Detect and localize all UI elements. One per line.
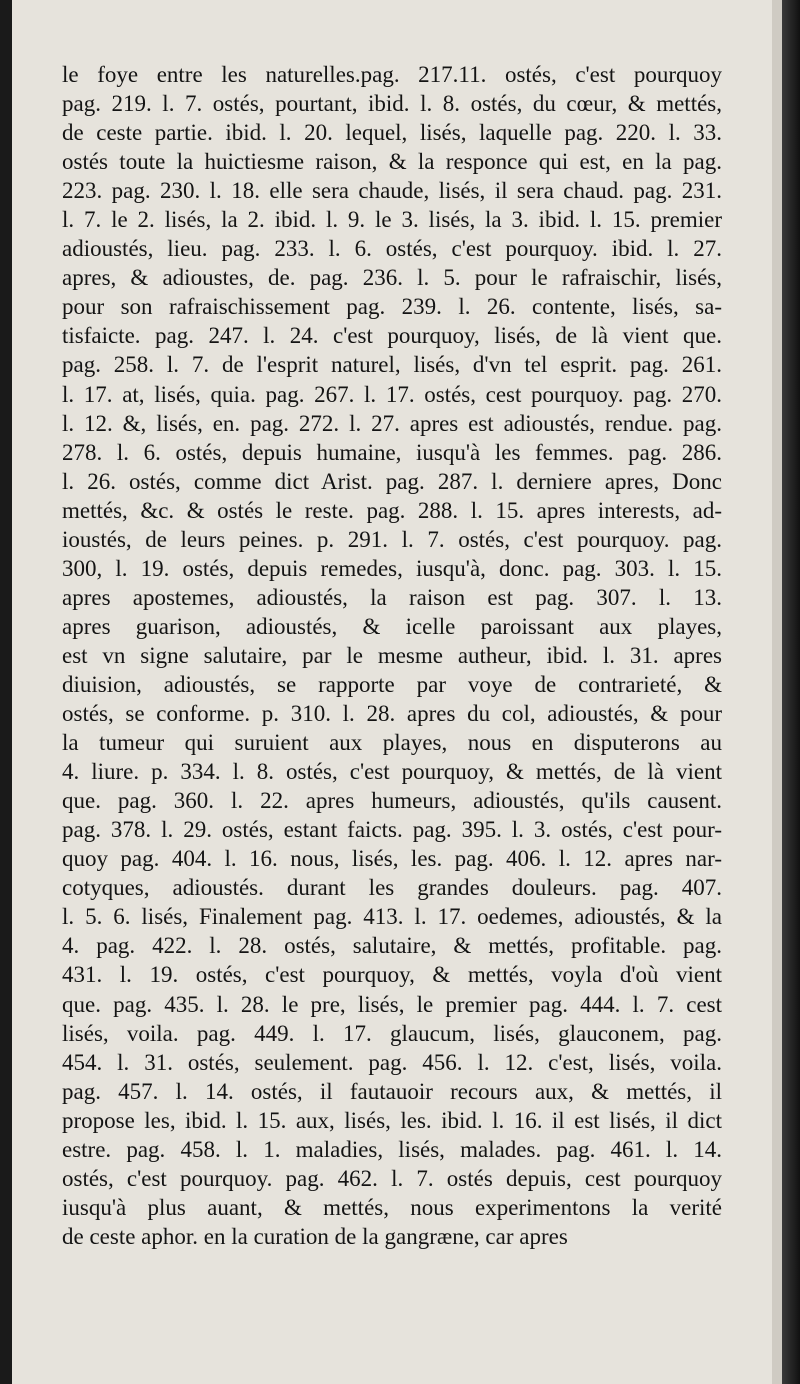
text-line: pag. 457. l. 14. ostés, il fautauoir recours aux, & mettés, il [62,1078,722,1104]
text-line: 278. l. 6. ostés, depuis humaine, iusqu'à les femmes. pag. 286. [62,439,722,465]
text-line: 431. l. 19. ostés, c'est pourquoy, & mettés, voyla d'où vient [62,962,722,988]
text-line: le foye entre les naturelles.pag. 217.11. ostés, c'est pourquoy [62,62,722,87]
text-line: iusqu'à plus auant, & mettés, nous experimentons la verité [62,1194,722,1220]
text-line: ostés toute la huictiesme raison, & la responce qui est, en la pag. [62,149,722,175]
text-line: l. 5. 6. lisés, Finalement pag. 413. l. 17. oedemes, adioustés, & la [62,904,722,930]
text-line: diuision, adioustés, se rapporte par voye de contrarieté, & [62,671,722,697]
text-line: mettés, &c. & ostés le reste. pag. 288. l. 15. apres interests, ad- [62,497,722,523]
errata-text [62,60,722,1251]
text-line: que. pag. 360. l. 22. apres humeurs, adioustés, qu'ils causent. [62,788,722,814]
text-line: tisfaicte. pag. 247. l. 24. c'est pourquoy, lisés, de là vient que. [62,323,722,349]
text-line: 223. pag. 230. l. 18. elle sera chaude, lisés, il sera chaud. pag. 231. [62,178,722,204]
text-line: est vn signe salutaire, par le mesme autheur, ibid. l. 31. apres [62,642,722,668]
text-line: l. 26. ostés, comme dict Arist. pag. 287. l. derniere apres, Donc [62,468,722,494]
text-line: 454. l. 31. ostés, seulement. pag. 456. l. 12. c'est, lisés, voila. [62,1049,722,1075]
text-line: ostés, c'est pourquoy. pag. 462. l. 7. ostés depuis, cest pourquoy [62,1165,722,1191]
text-line: de ceste aphor. en la curation de la gangræne, car apres [62,1223,568,1249]
text-line: adioustés, lieu. pag. 233. l. 6. ostés, c'est pourquoy. ibid. l. 27. [62,236,722,262]
text-line: apres apostemes, adioustés, la raison est pag. 307. l. 13. [62,584,722,610]
text-line: pag. 219. l. 7. ostés, pourtant, ibid. l. 8. ostés, du cœur, & mettés, [62,91,722,117]
text-line: l. 7. le 2. lisés, la 2. ibid. l. 9. le 3. lisés, la 3. ibid. l. 15. premier [62,207,722,233]
text-line: lisés, voila. pag. 449. l. 17. glaucum, lisés, glauconem, pag. [62,1020,722,1046]
page-edge-shadow [782,0,800,1384]
text-line: ioustés, de leurs peines. p. 291. l. 7. ostés, c'est pourquoy. pag. [62,526,722,552]
text-line: de ceste partie. ibid. l. 20. lequel, lisés, laquelle pag. 220. l. 33. [62,120,722,146]
text-line: la tumeur qui suruient aux playes, nous en disputerons au [62,730,722,756]
text-line: pag. 378. l. 29. ostés, estant faicts. pag. 395. l. 3. ostés, c'est pour- [62,817,722,843]
book-page [12,0,782,1384]
text-line: apres guarison, adioustés, & icelle paroissant aux playes, [62,613,722,639]
text-line: que. pag. 435. l. 28. le pre, lisés, le premier pag. 444. l. 7. cest [62,991,722,1017]
text-line: l. 12. &, lisés, en. pag. 272. l. 27. apres est adioustés, rendue. pag. [62,410,722,436]
text-line: ostés, se conforme. p. 310. l. 28. apres du col, adioustés, & pour [62,701,722,727]
text-line: cotyques, adioustés. durant les grandes douleurs. pag. 407. [62,875,722,901]
text-line: propose les, ibid. l. 15. aux, lisés, les. ibid. l. 16. il est lisés, il dict [62,1107,722,1133]
text-line: pag. 258. l. 7. de l'esprit naturel, lisés, d'vn tel esprit. pag. 261. [62,352,722,378]
text-line: 4. pag. 422. l. 28. ostés, salutaire, & mettés, profitable. pag. [62,933,722,959]
text-line: estre. pag. 458. l. 1. maladies, lisés, malades. pag. 461. l. 14. [62,1136,722,1162]
text-line: 4. liure. p. 334. l. 8. ostés, c'est pourquoy, & mettés, de là vient [62,759,722,785]
text-line: pour son rafraischissement pag. 239. l. 26. contente, lisés, sa- [62,294,722,320]
text-line: l. 17. at, lisés, quia. pag. 267. l. 17. ostés, cest pourquoy. pag. 270. [62,381,722,407]
text-line: apres, & adioustes, de. pag. 236. l. 5. pour le rafraischir, lisés, [62,265,722,291]
text-line: quoy pag. 404. l. 16. nous, lisés, les. pag. 406. l. 12. apres nar- [62,846,722,872]
text-line: 300, l. 19. ostés, depuis remedes, iusqu'à, donc. pag. 303. l. 15. [62,555,722,581]
